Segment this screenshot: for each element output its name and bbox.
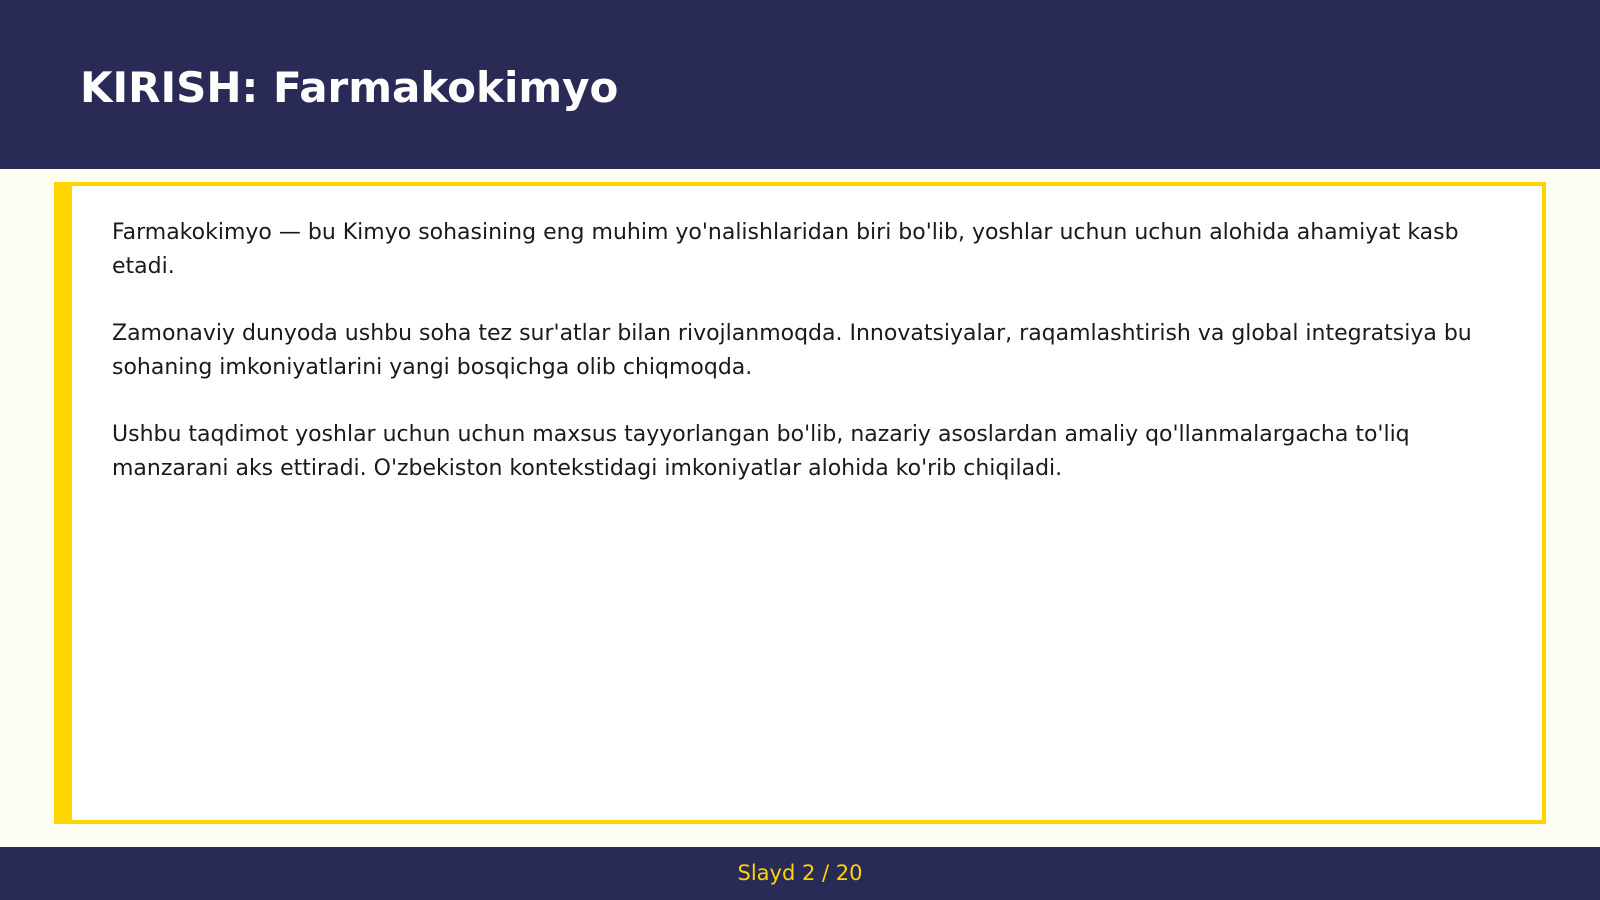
paragraph-modern-world: Zamonaviy dunyoda ushbu soha tez sur'atlar bilan rivojlanmoqda. Innovatsiyalar, raqamlashtirish va global integratsiya bu sohaning imkoniyatlarini yangi bosqichga olib chiqmoqda. xyxy=(112,321,1472,380)
content-body xyxy=(112,216,1512,519)
slide-title: KIRISH: Farmakokimyo xyxy=(80,63,619,112)
content-card xyxy=(54,182,1546,824)
paragraph-presentation-purpose: Ushbu taqdimot yoshlar uchun uchun maxsus tayyorlangan bo'lib, nazariy asoslardan amaliy qo'llanmalargacha to'liq manzarani aks ettiradi. O'zbekiston kontekstidagi imkoniyatlar alohida ko'rib chiqiladi. xyxy=(112,422,1410,481)
slide-header xyxy=(0,0,1600,169)
slide-footer xyxy=(0,847,1600,900)
slide-number: Slayd 2 / 20 xyxy=(737,861,863,885)
paragraph-intro: Farmakokimyo — bu Kimyo sohasining eng muhim yo'nalishlaridan biri bo'lib, yoshlar uchun uchun alohida ahamiyat kasb etadi. xyxy=(112,220,1459,279)
